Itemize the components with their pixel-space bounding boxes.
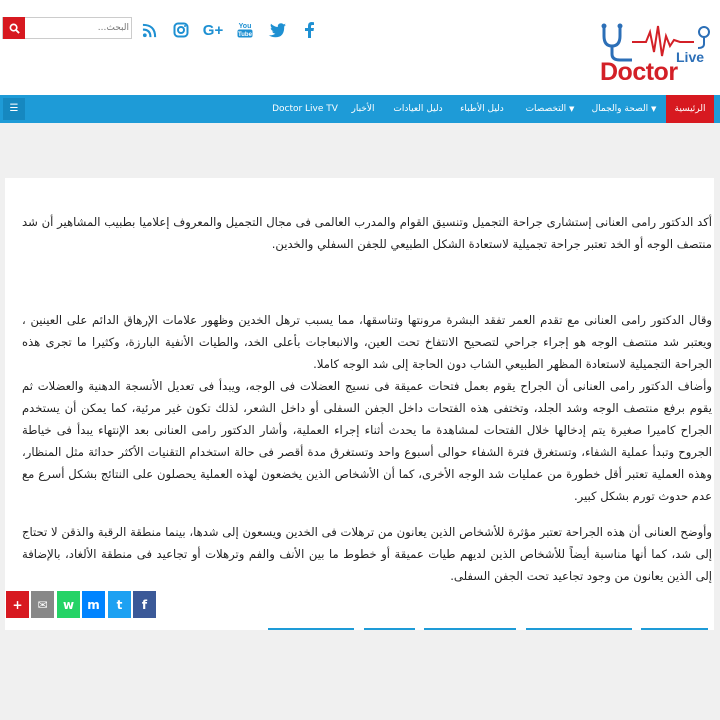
nav-item-label: الرئيسية	[674, 104, 706, 114]
related-tab[interactable]	[641, 628, 708, 630]
share-twitter-button[interactable]	[108, 591, 131, 618]
nav-item-label: الصحة والجمال	[591, 104, 649, 114]
google-plus-icon[interactable]: G+	[202, 21, 224, 39]
rss-icon[interactable]	[137, 18, 161, 42]
whatsapp-icon: w	[62, 597, 75, 612]
share-more-button[interactable]	[6, 591, 29, 618]
nav-item-doctor-live-tv[interactable]	[270, 95, 340, 123]
email-icon: ✉	[37, 597, 48, 612]
nav-item-specialties[interactable]	[518, 95, 584, 123]
related-tab[interactable]	[424, 628, 516, 630]
menu-icon[interactable]: ☰	[3, 98, 25, 120]
nav-item-label: دليل الأطباء	[460, 104, 504, 114]
search-box	[2, 17, 132, 39]
plus-icon: +	[12, 597, 23, 612]
search-input[interactable]	[27, 18, 131, 38]
facebook-icon: f	[141, 597, 148, 612]
search-icon	[9, 23, 20, 34]
svg-text:You: You	[238, 23, 252, 30]
share-email-button[interactable]	[31, 591, 54, 618]
search-button[interactable]	[3, 17, 25, 39]
nav-item-home[interactable]	[666, 95, 714, 123]
youtube-icon[interactable]	[233, 18, 257, 42]
site-logo[interactable]	[598, 22, 716, 90]
nav-item-label: التخصصات	[525, 104, 567, 114]
nav-item-label: Doctor Live TV	[272, 104, 338, 114]
share-whatsapp-button[interactable]	[57, 591, 80, 618]
messenger-icon: m	[87, 597, 100, 612]
article-paragraph: وأضاف الدكتور رامى العنانى أن الجراح يقوم بعمل فتحات عميقة فى نسيج العضلات فى الوجه، ويبدأ فى تعديل الأنسجة الدهنية والعضلات ثم يقوم برفع منتصف الوجه وشد الجلد، وتختفى هذه الفتحات داخل الجفن السفلى أو داخل الشعر، لذلك تكون غير مرئية، كما يمكن أن يستخدم الجراح كاميرا صغيرة يتم إدخالها خلال الفتحات لمشاهدة ما يحدث أثناء إجراء العملية، وأشار الدكتور رامى العنانى بعد الإنتهاء يبدأ فى خياطة الجروح وتبدأ عملية الشفاء، وتستغرق فترة الشفاء حوالى أسبوع واحد وتستغرق مدة أقصر فى حالة استخدام التقنيات الأكثر حداثة مثل المنظار، وهذه العملية تعتبر أقل خطورة من عمليات شد الوجه الأخرى، كما أن الأشخاص الذين يخضعون لهذه العملية يحصلون على النتائج بشكل أسرع مع عدم حدوث تورم بشكل كبير.	[22, 379, 712, 503]
nav-item-label: الأخبار	[351, 104, 375, 114]
main-navigation	[0, 95, 720, 123]
logo-text: Doctor	[600, 58, 678, 86]
chevron-down-icon: ▼	[569, 105, 575, 113]
nav-item-health-beauty[interactable]	[588, 95, 662, 123]
nav-item-news[interactable]	[344, 95, 382, 123]
instagram-icon[interactable]	[169, 18, 193, 42]
svg-text:Tube: Tube	[238, 32, 252, 38]
related-tab[interactable]	[364, 628, 415, 630]
related-tab[interactable]	[268, 628, 354, 630]
article-paragraph: وقال الدكتور رامى العنانى مع تقدم العمر تفقد البشرة مرونتها وتناسقها، مما يسبب ترهل الخدين وظهور علامات الإرهاق الدائم على العينين ، ويعتبر شد منتصف الوجه هو إجراء جراحي لتصحيح الانتفاخ تحت العين، والانبعاجات بأعلى الخد، والطيات الأنفية البارزة، وكثيرا ما تجرى هذه الجراحة التجميلية لاستعادة المظهر الطبيعي الشاب دون الحاجة إلى شد الوجه كاملا.	[22, 313, 712, 371]
chevron-down-icon: ▼	[650, 105, 657, 113]
article-paragraph: أكد الدكتور رامى العنانى إستشارى جراحة التجميل وتنسيق القوام والمدرب العالمى فى مجال التجميل والمعروف إعلاميا بطبيب المشاهير أن شد منتصف الوجه أو الخد تعتبر جراحة تجميلية لاستعادة الشكل الطبيعي للجفن السفلي والخدين.	[22, 215, 712, 251]
facebook-icon[interactable]	[297, 18, 321, 42]
article-paragraph: وأوضح العنانى أن هذه الجراحة تعتبر مؤثرة للأشخاص الذين يعانون من ترهلات فى الخدين ويسعون إلى شدها، بينما منطقة الرقبة والذقن لا تحتاج إلى شد، كما أنها مناسبة أيضاً للأشخاص الذين لديهم طيات عميقة أو خطوط ما بين الأنف والفم وترهلات أو تجاعيد فى منطقة الألغاد، بالإضافة إلى الذين يعانون من وجود تجاعيد تحت الجفن السفلى.	[22, 525, 712, 583]
twitter-icon[interactable]	[265, 18, 289, 42]
twitter-icon: t	[116, 597, 123, 612]
nav-item-clinics-guide[interactable]	[388, 95, 448, 123]
social-links	[137, 18, 327, 42]
related-tab[interactable]	[526, 628, 632, 630]
share-facebook-button[interactable]	[133, 591, 156, 618]
logo-sub-text: Live	[676, 49, 705, 65]
share-messenger-button[interactable]	[82, 591, 105, 618]
site-header	[0, 0, 720, 95]
nav-item-doctors-guide[interactable]	[453, 95, 511, 123]
nav-item-label: دليل العيادات	[393, 104, 443, 114]
